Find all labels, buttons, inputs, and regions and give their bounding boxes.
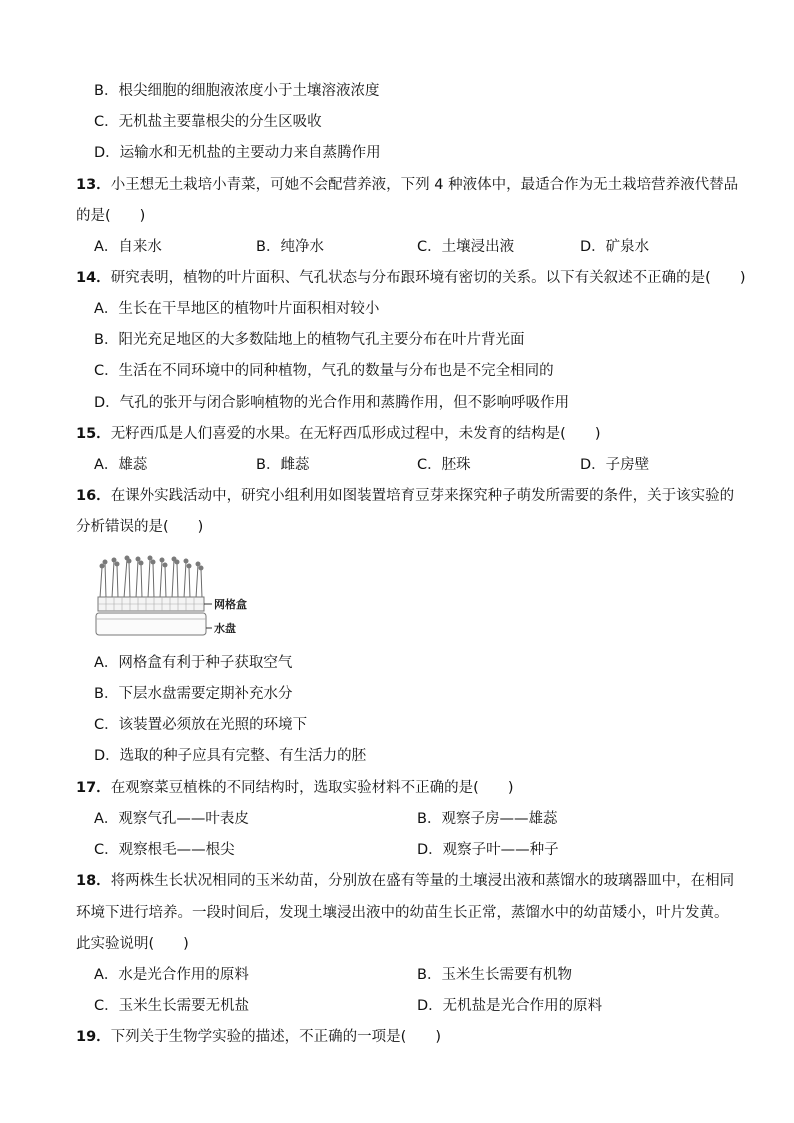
q16-stem-line1: 16．在课外实践活动中，研究小组利用如图装置培育豆芽来探究种子萌发所需要的条件，关于该实验的 bbox=[76, 488, 735, 504]
q18-option-a: A．水是光合作用的原料 bbox=[94, 967, 249, 983]
sprout-heads bbox=[100, 556, 204, 571]
water-tray bbox=[96, 613, 206, 635]
q14-option-d: D．气孔的张开与闭合影响植物的光合作用和蒸腾作用，但不影响呼吸作用 bbox=[94, 395, 570, 411]
q18-stem-line1: 18．将两株生长状况相同的玉米幼苗，分别放在盛有等量的土壤浸出液和蒸馏水的玻璃器皿中，在相同 bbox=[76, 873, 735, 889]
apparatus-illustration bbox=[94, 553, 264, 643]
q14-stem: 14．研究表明，植物的叶片面积、气孔状态与分布跟环境有密切的关系。以下有关叙述不正确的是( ) bbox=[76, 270, 746, 286]
q18-stem-line2: 环境下进行培养。一段时间后，发现土壤浸出液中的幼苗生长正常，蒸馏水中的幼苗矮小，叶片发黄。 bbox=[76, 905, 729, 921]
q17-option-d: D．观察子叶——种子 bbox=[417, 842, 559, 858]
q13-stem-line2: 的是( ) bbox=[76, 208, 146, 224]
q15-option-b: B．雌蕊 bbox=[256, 457, 310, 473]
q16-option-c: C．该装置必须放在光照的环境下 bbox=[94, 717, 308, 733]
bean-sprout-apparatus-figure bbox=[94, 553, 264, 643]
q16-option-a: A．网格盒有利于种子获取空气 bbox=[94, 655, 293, 671]
q12-option-b: B．根尖细胞的细胞液浓度小于土壤溶液浓度 bbox=[94, 83, 380, 99]
q16-stem-line2: 分析错误的是( ) bbox=[76, 519, 204, 535]
q18-stem-line3: 此实验说明( ) bbox=[76, 936, 189, 952]
water-tray-label: 水盘 bbox=[214, 622, 236, 635]
q15-option-a: A．雄蕊 bbox=[94, 457, 148, 473]
q19-stem: 19．下列关于生物学实验的描述，不正确的一项是( ) bbox=[76, 1029, 441, 1045]
q18-option-c: C．玉米生长需要无机盐 bbox=[94, 998, 250, 1014]
q16-option-b: B．下层水盘需要定期补充水分 bbox=[94, 686, 293, 702]
grid-box-label: 网格盒 bbox=[214, 598, 247, 611]
q13-option-b: B．纯净水 bbox=[256, 239, 324, 255]
q14-option-c: C．生活在不同环境中的同种植物，气孔的数量与分布也是不完全相同的 bbox=[94, 363, 554, 379]
q18-option-b: B．玉米生长需要有机物 bbox=[417, 967, 572, 983]
q17-option-b: B．观察子房——雄蕊 bbox=[417, 811, 558, 827]
q15-option-c: C．胚珠 bbox=[417, 457, 471, 473]
q13-stem-line1: 13．小王想无土栽培小青菜，可她不会配营养液，下列 4 种液体中，最适合作为无土栽培营养液代替品 bbox=[76, 177, 739, 193]
q17-stem: 17．在观察菜豆植株的不同结构时，选取实验材料不正确的是( ) bbox=[76, 780, 514, 796]
q14-number: 14． bbox=[76, 270, 111, 286]
q12-option-c: C．无机盐主要靠根尖的分生区吸收 bbox=[94, 114, 322, 130]
q18-number: 18． bbox=[76, 873, 111, 889]
q16-number: 16． bbox=[76, 488, 111, 504]
q13-option-a: A．自来水 bbox=[94, 239, 162, 255]
q14-option-a: A．生长在干旱地区的植物叶片面积相对较小 bbox=[94, 301, 380, 317]
q18-option-d: D．无机盐是光合作用的原料 bbox=[417, 998, 603, 1014]
q15-number: 15． bbox=[76, 426, 111, 442]
q19-number: 19． bbox=[76, 1029, 111, 1045]
q15-stem: 15．无籽西瓜是人们喜爱的水果。在无籽西瓜形成过程中，未发育的结构是( ) bbox=[76, 426, 601, 442]
q13-option-c: C．土壤浸出液 bbox=[417, 239, 515, 255]
q12-option-d: D．运输水和无机盐的主要动力来自蒸腾作用 bbox=[94, 145, 381, 161]
q13-option-d: D．矿泉水 bbox=[580, 239, 650, 255]
q17-option-c: C．观察根毛——根尖 bbox=[94, 842, 235, 858]
q14-option-b: B．阳光充足地区的大多数陆地上的植物气孔主要分布在叶片背光面 bbox=[94, 332, 525, 348]
q15-option-d: D．子房壁 bbox=[580, 457, 650, 473]
q17-number: 17． bbox=[76, 780, 111, 796]
q16-option-d: D．选取的种子应具有完整、有生活力的胚 bbox=[94, 748, 367, 764]
q17-option-a: A．观察气孔——叶表皮 bbox=[94, 811, 249, 827]
q13-number: 13． bbox=[76, 177, 111, 193]
